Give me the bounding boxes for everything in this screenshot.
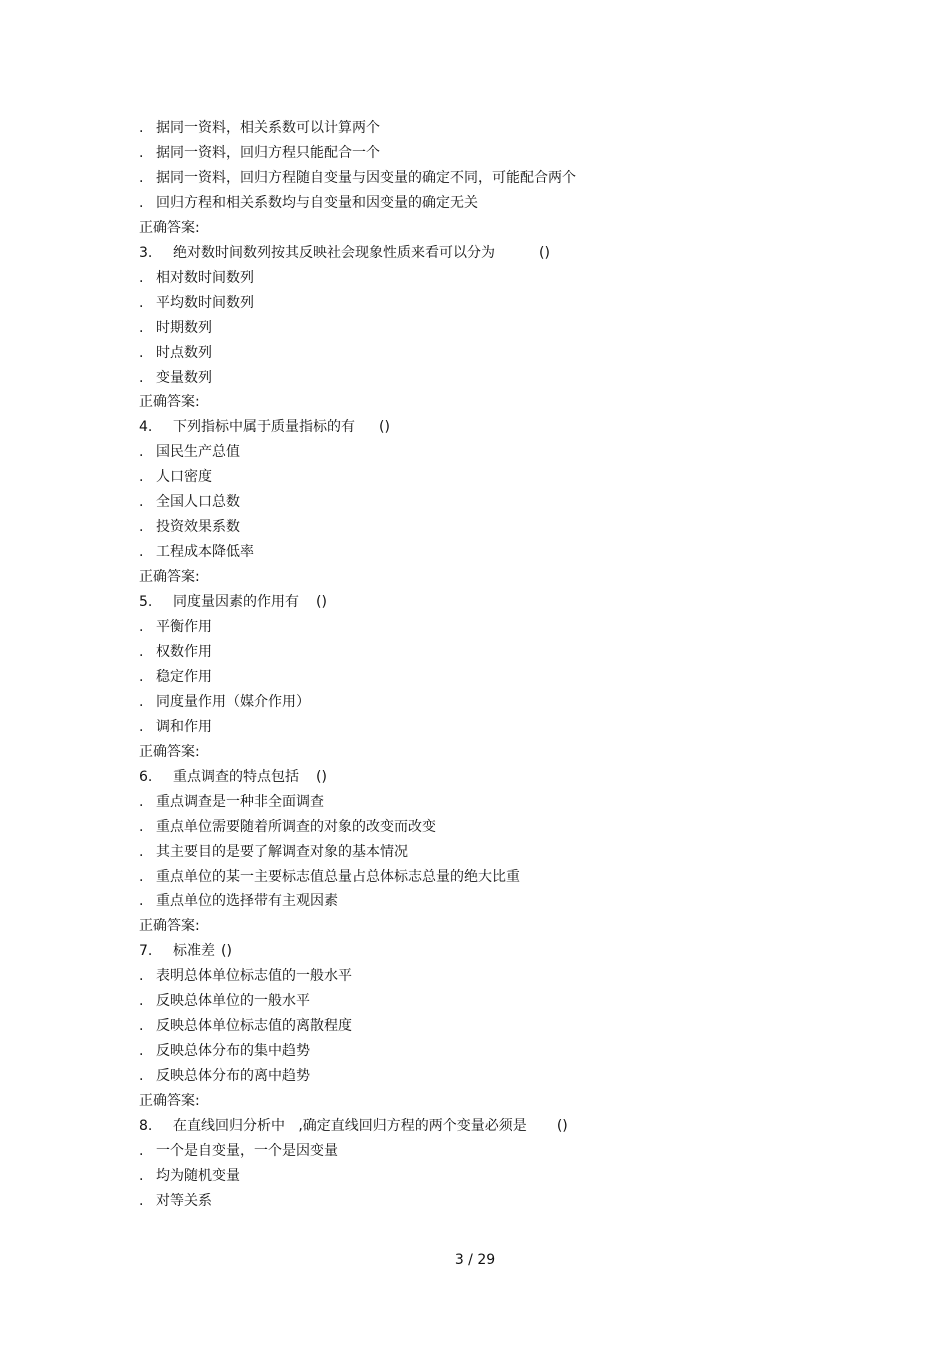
option-item [139,266,254,291]
question-line [139,590,327,615]
option-item [139,440,240,465]
option-text: 平衡作用 [156,619,212,635]
option-item [139,116,380,141]
question-text: 在直线回归分析中 ,确定直线回归方程的两个变量必须是 [173,1118,527,1134]
correct-answer-label: 正确答案: [139,918,200,935]
option-bullet: . [139,144,144,161]
option-text: 反映总体单位标志值的离散程度 [156,1018,352,1035]
option-bullet: . [139,1192,144,1209]
option-text: 重点调查是一种非全面调查 [156,793,324,810]
option-item [139,1164,240,1189]
option-bullet: . [139,818,144,835]
option-item [139,1014,352,1039]
option-item [139,540,254,565]
answer-blank: () [316,594,327,610]
option-bullet: . [139,544,144,561]
option-item [139,615,212,640]
option-bullet: . [139,868,144,885]
answer-blank: () [556,1118,568,1134]
option-item [139,665,212,690]
option-text: 反映总体分布的离中趋势 [156,1068,310,1085]
option-item [139,1039,310,1064]
option-bullet: . [139,1043,144,1060]
option-bullet: . [139,968,144,985]
option-text: 同度量作用（媒介作用） [156,693,310,710]
option-text: 反映总体单位的一般水平 [156,993,310,1010]
option-bullet: . [139,1167,144,1184]
question-line [139,415,390,440]
correct-answer-label: 正确答案: [139,1093,200,1109]
question-number: 5. [139,594,153,610]
option-bullet: . [139,369,144,386]
option-bullet: . [139,1142,144,1159]
option-bullet: . [139,793,144,810]
option-item [139,815,436,840]
option-bullet: . [139,444,144,461]
option-bullet: . [139,643,144,660]
option-text: 对等关系 [156,1192,212,1209]
option-text: 据同一资料，回归方程只能配合一个 [156,144,380,161]
option-bullet: . [139,693,144,710]
option-item [139,1064,310,1089]
option-text: 回归方程和相关系数均与自变量和因变量的确定无关 [156,194,478,211]
option-text: 相对数时间数列 [156,269,254,286]
option-item [139,889,338,914]
option-bullet: . [139,169,144,186]
option-text: 人口密度 [156,469,212,486]
answer-blank: () [316,768,327,785]
question-line [139,241,550,266]
option-bullet: . [139,269,144,286]
option-bullet: . [139,294,144,311]
option-text: 反映总体分布的集中趋势 [156,1043,310,1060]
option-item [139,166,576,191]
option-text: 变量数列 [156,369,212,386]
option-text: 其主要目的是要了解调查对象的基本情况 [156,843,408,860]
option-bullet: . [139,469,144,486]
option-text: 据同一资料，回归方程随自变量与因变量的确定不同，可能配合两个 [156,169,576,186]
option-item [139,515,240,540]
answer-blank: () [539,244,550,261]
question-number: 8. [139,1118,153,1134]
page-number: 3 / 29 [454,1252,496,1268]
option-bullet: . [139,718,144,735]
option-item [139,840,408,865]
question-number: 7. [139,943,153,960]
question-text: 下列指标中属于质量指标的有 [173,419,355,436]
question-number: 3. [139,244,153,261]
question-number: 6. [139,768,153,785]
option-item [139,465,212,490]
option-item [139,640,212,665]
option-text: 时期数列 [156,319,212,336]
option-item [139,989,310,1014]
option-text: 调和作用 [156,718,212,735]
option-text: 据同一资料，相关系数可以计算两个 [156,120,380,136]
option-bullet: . [139,668,144,685]
option-item [139,316,212,341]
correct-answer-label: 正确答案: [139,219,200,236]
option-bullet: . [139,319,144,336]
correct-answer-label: 正确答案: [139,394,200,411]
question-number: 4. [139,419,153,436]
option-item [139,141,380,166]
option-item [139,1139,338,1164]
option-item [139,865,520,890]
option-text: 国民生产总值 [156,444,240,461]
option-bullet: . [139,494,144,511]
option-item [139,715,212,740]
option-bullet: . [139,893,144,910]
correct-answer-label: 正确答案: [139,569,200,586]
option-text: 时点数列 [156,344,212,361]
option-item [139,341,212,366]
answer-blank: () [221,943,232,960]
option-bullet: . [139,120,144,136]
option-item [139,191,478,216]
question-text: 标准差 [173,943,215,960]
option-bullet: . [139,1018,144,1035]
option-text: 工程成本降低率 [156,544,254,561]
option-text: 重点单位的选择带有主观因素 [156,893,338,910]
option-bullet: . [139,519,144,536]
option-item [139,490,240,515]
option-bullet: . [139,1068,144,1085]
option-text: 平均数时间数列 [156,294,254,311]
option-bullet: . [139,619,144,635]
option-bullet: . [139,194,144,211]
option-text: 重点单位的某一主要标志值总量占总体标志总量的绝大比重 [156,868,520,885]
option-text: 一个是自变量，一个是因变量 [156,1142,338,1159]
option-bullet: . [139,344,144,361]
option-item [139,690,310,715]
question-line [139,1114,568,1139]
option-text: 均为随机变量 [156,1167,240,1184]
option-text: 投资效果系数 [156,519,240,536]
option-text: 表明总体单位标志值的一般水平 [156,968,352,985]
option-text: 全国人口总数 [156,494,240,511]
question-text: 重点调查的特点包括 [173,768,299,785]
option-bullet: . [139,993,144,1010]
option-item [139,291,254,316]
option-text: 权数作用 [156,643,212,660]
correct-answer-label: 正确答案: [139,743,200,760]
question-line [139,939,232,964]
option-text: 稳定作用 [156,668,212,685]
option-bullet: . [139,843,144,860]
answer-blank: () [379,419,390,436]
question-text: 同度量因素的作用有 [173,594,299,610]
question-line [139,765,327,790]
option-item [139,1189,212,1214]
question-text: 绝对数时间数列按其反映社会现象性质来看可以分为 [173,244,495,261]
option-item [139,790,324,815]
option-text: 重点单位需要随着所调查的对象的改变而改变 [156,818,436,835]
option-item [139,964,352,989]
option-item [139,366,212,391]
